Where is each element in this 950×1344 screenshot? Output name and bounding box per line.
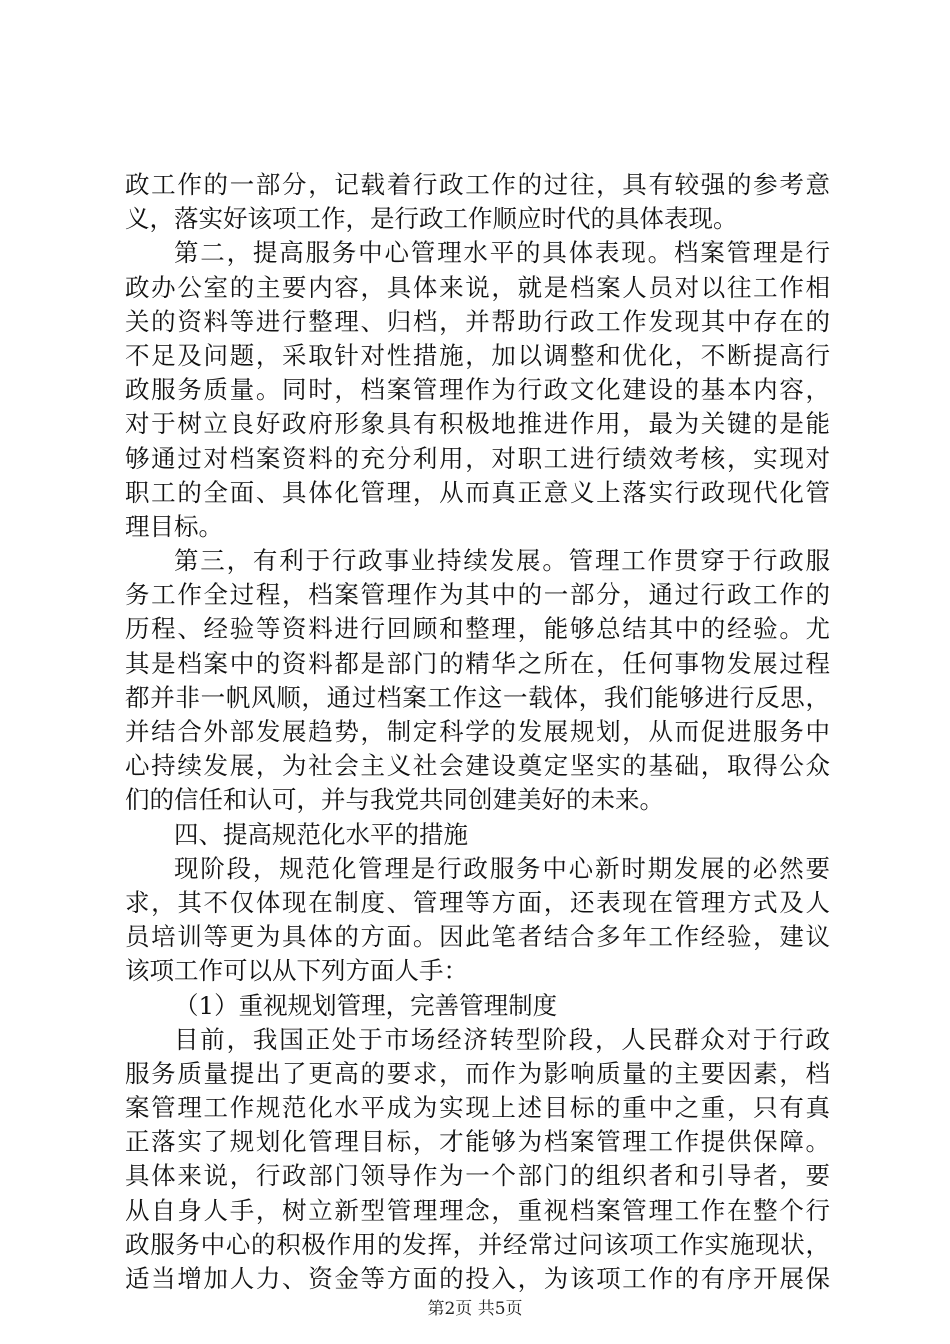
text-line: 历程、经验等资料进行回顾和整理，能够总结其中的经验。尤 — [125, 614, 830, 644]
text-line: 政服务质量。同时，档案管理作为行政文化建设的基本内容， — [125, 375, 830, 405]
text-line: 们的信任和认可，并与我党共同创建美好的未来。 — [125, 785, 664, 815]
text-line: 求，其不仅体现在制度、管理等方面，还表现在管理方式及人 — [125, 887, 830, 917]
text-line: 务工作全过程，档案管理作为其中的一部分，通过行政工作的 — [125, 580, 830, 610]
text-line: 员培训等更为具体的方面。因此笔者结合多年工作经验，建议 — [125, 922, 830, 952]
text-line: 正落实了规划化管理目标，才能够为档案管理工作提供保障。 — [125, 1127, 830, 1157]
text-line: 第三，有利于行政事业持续发展。管理工作贯穿于行政服 — [174, 546, 830, 576]
text-line: 目前，我国正处于市场经济转型阶段，人民群众对于行政 — [174, 1024, 830, 1054]
text-line: 政服务中心的积极作用的发挥，并经常过问该项工作实施现状， — [125, 1229, 830, 1259]
text-line: （1）重视规划管理，完善管理制度 — [174, 990, 558, 1020]
text-line: 不足及问题，采取针对性措施，加以调整和优化，不断提高行 — [125, 340, 830, 370]
text-line: 现阶段，规范化管理是行政服务中心新时期发展的必然要 — [174, 853, 830, 883]
text-line: 都并非一帆风顺，通过档案工作这一载体，我们能够进行反思， — [125, 682, 830, 712]
document-body — [125, 168, 830, 1296]
text-line: 对于树立良好政府形象具有积极地推进作用，最为关键的是能 — [125, 409, 830, 439]
text-line: 够通过对档案资料的充分利用，对职工进行绩效考核，实现对 — [125, 443, 830, 473]
text-line: 该项工作可以从下列方面人手： — [125, 956, 468, 986]
text-line: 第二，提高服务中心管理水平的具体表现。档案管理是行 — [174, 238, 830, 268]
text-line: 具体来说，行政部门领导作为一个部门的组织者和引导者，要 — [125, 1161, 830, 1191]
text-line: 义，落实好该项工作，是行政工作顺应时代的具体表现。 — [125, 204, 738, 234]
text-line: 适当增加人力、资金等方面的投入，为该项工作的有序开展保 — [125, 1264, 830, 1293]
page-footer: 第2页 共5页 — [427, 1299, 523, 1319]
text-line: 政工作的一部分，记载着行政工作的过往，具有较强的参考意 — [125, 170, 830, 199]
text-line: 四、提高规范化水平的措施 — [174, 819, 468, 849]
text-line: 政办公室的主要内容，具体来说，就是档案人员对以往工作相 — [125, 272, 830, 302]
text-line: 服务质量提出了更高的要求，而作为影响质量的主要因素，档 — [125, 1058, 830, 1088]
text-line: 心持续发展，为社会主义社会建设奠定坚实的基础，取得公众 — [125, 751, 830, 781]
text-line: 职工的全面、具体化管理，从而真正意义上落实行政现代化管 — [125, 477, 830, 507]
text-line: 从自身人手，树立新型管理理念，重视档案管理工作在整个行 — [125, 1195, 830, 1225]
text-line: 案管理工作规范化水平成为实现上述目标的重中之重，只有真 — [125, 1093, 830, 1123]
text-line: 并结合外部发展趋势，制定科学的发展规划，从而促进服务中 — [125, 717, 830, 746]
text-line: 理目标。 — [125, 511, 223, 541]
text-line: 其是档案中的资料都是部门的精华之所在，任何事物发展过程 — [125, 648, 830, 678]
text-line: 关的资料等进行整理、归档，并帮助行政工作发现其中存在的 — [125, 306, 830, 336]
